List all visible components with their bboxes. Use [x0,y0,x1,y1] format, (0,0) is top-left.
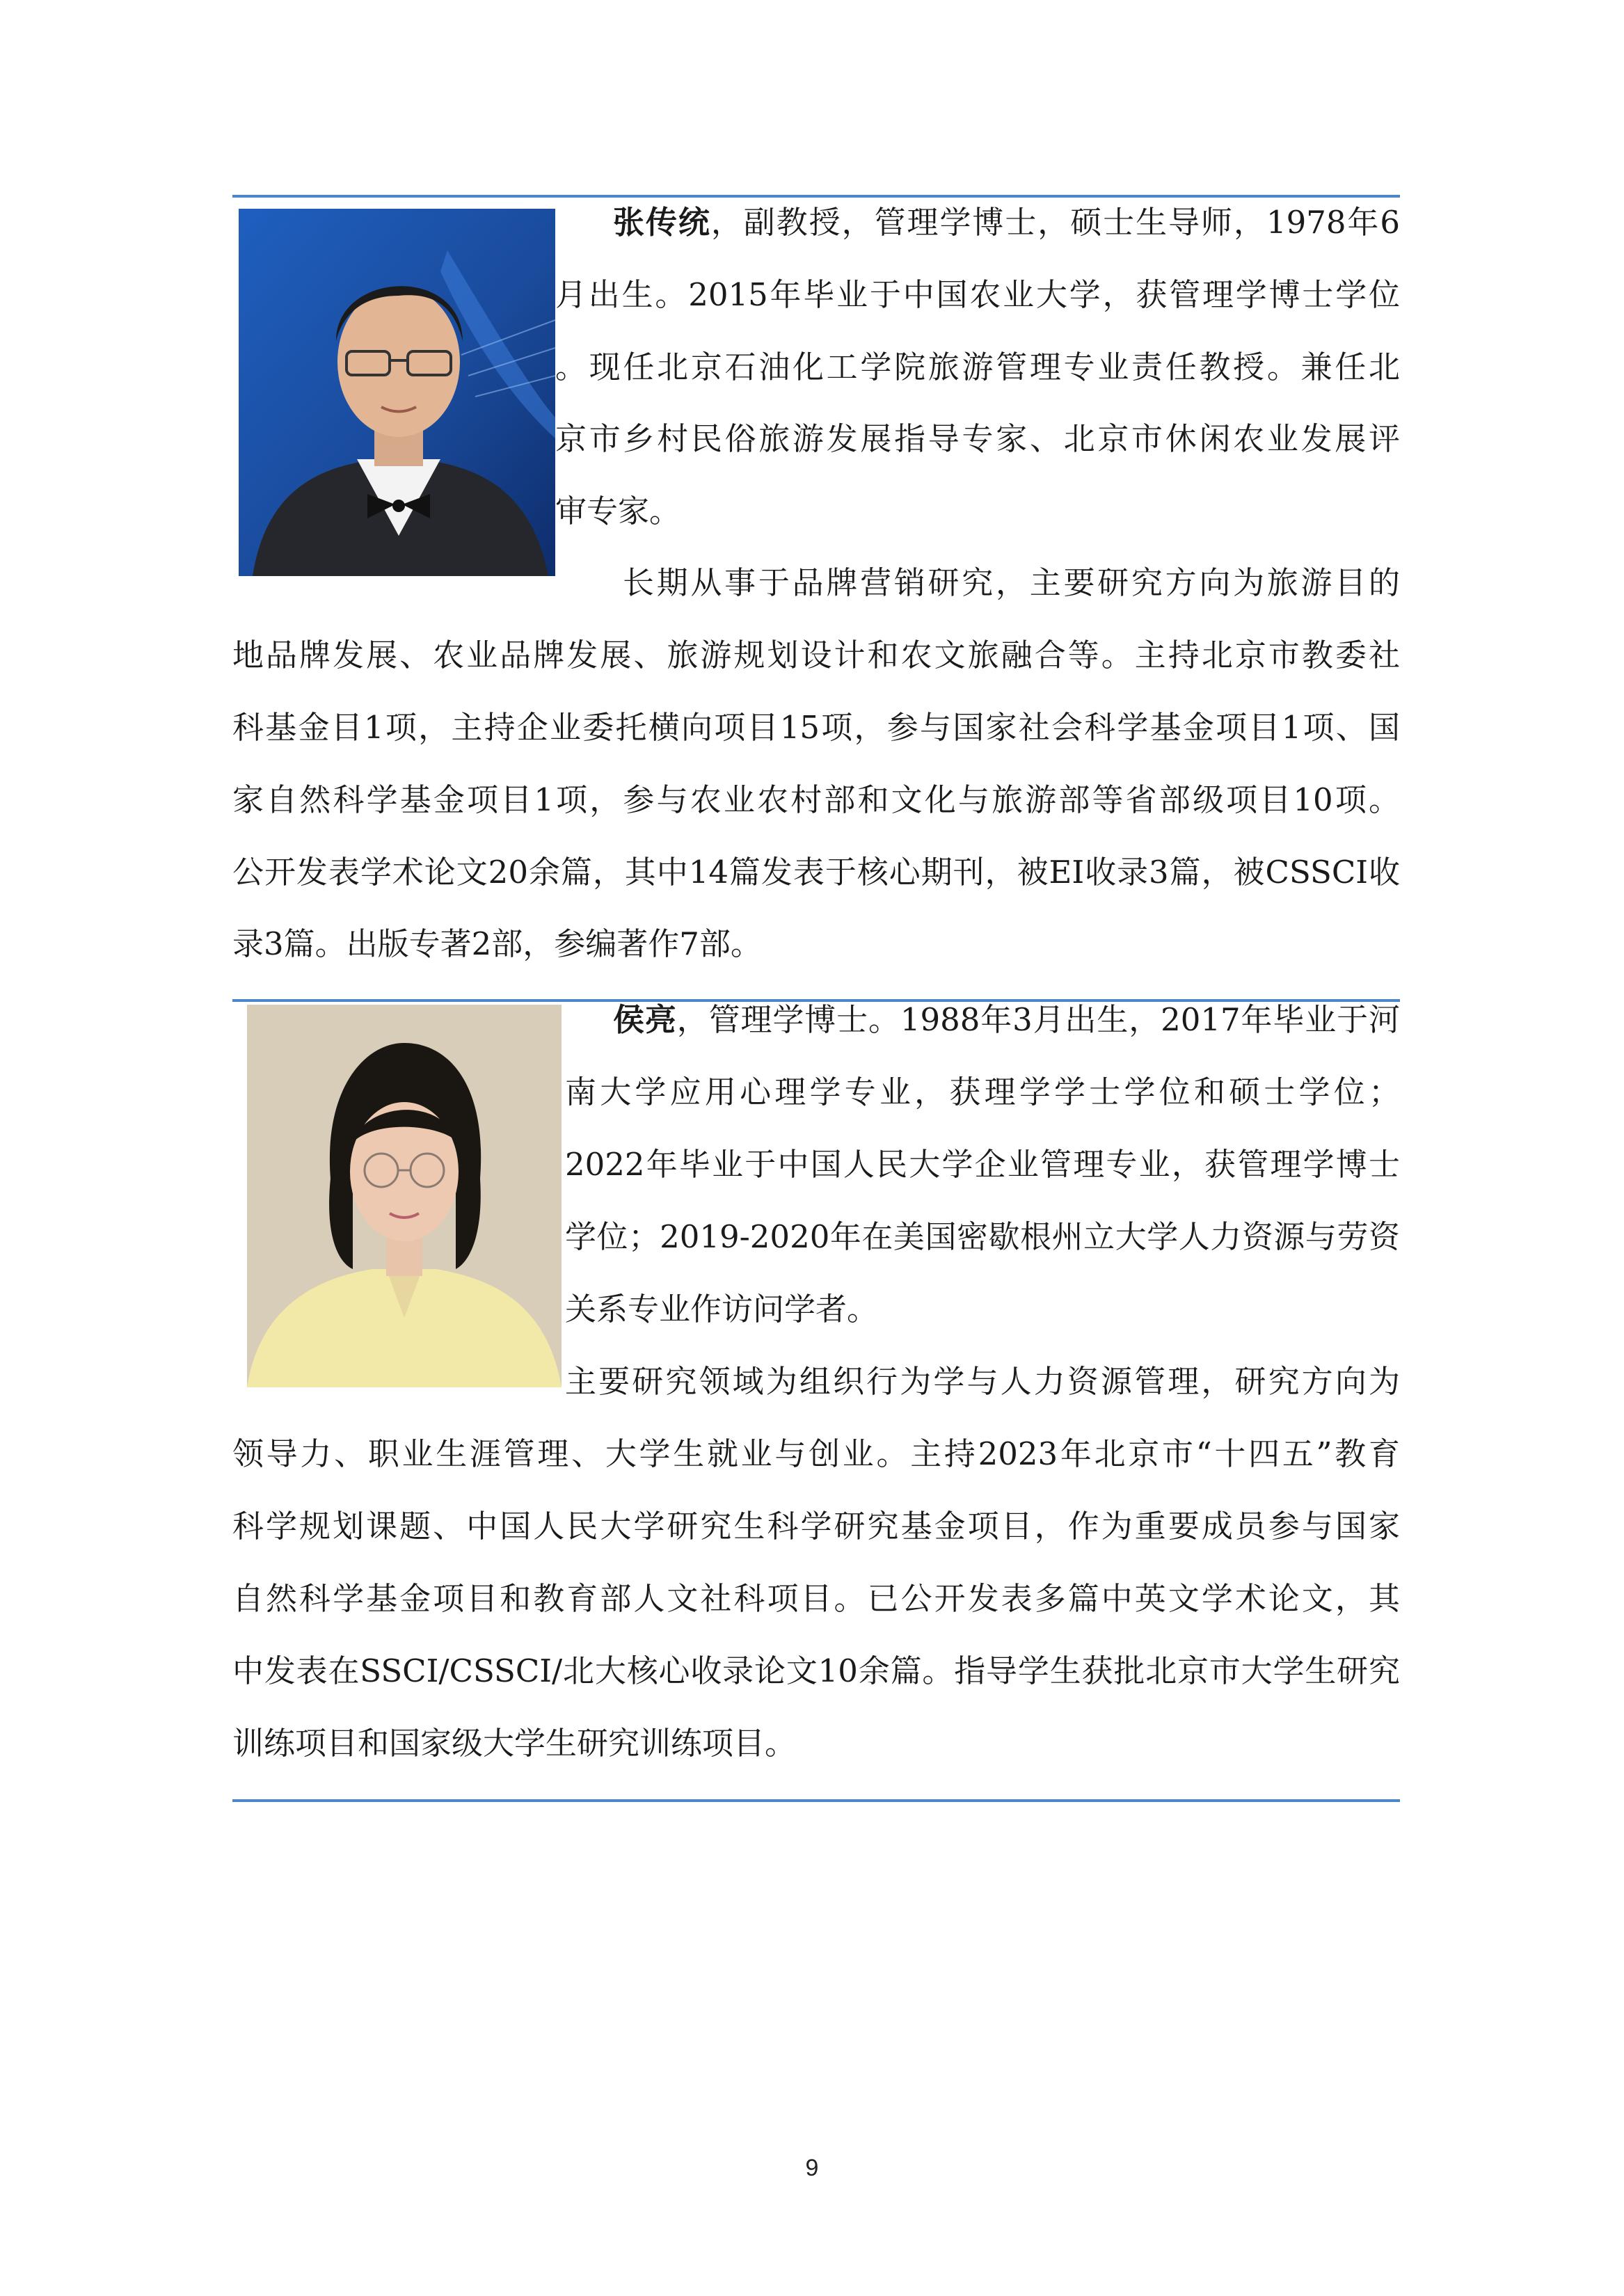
profile-hou-line-10: 中发表在SSCI/CSSCI/北大核心收录论文10余篇。指导学生获批北京市大学生研究 [232,1652,1400,1689]
profile-zhang-line-4: 京市乡村民俗旅游发展指导专家、北京市休闲农业发展评 [555,420,1400,457]
profile-zhang-line-8: 科基金目1项，主持企业委托横向项目15项，参与国家社会科学基金项目1项、国 [232,709,1400,746]
profile-hou-line-11: 训练项目和国家级大学生研究训练项目。 [232,1725,797,1762]
profile-hou-name: 侯亮 [613,1001,677,1038]
profile-hou-line-2: 南大学应用心理学专业，获理学学士学位和硕士学位； [565,1074,1400,1110]
profile-hou-line-3: 2022年毕业于中国人民大学企业管理专业，获管理学博士 [565,1146,1400,1183]
profile-hou-line-4: 学位；2019-2020年在美国密歇根州立大学人力资源与劳资 [565,1218,1400,1255]
profile-zhang-name: 张传统 [613,204,711,241]
profile-zhang-line-2: 月出生。2015年毕业于中国农业大学，获管理学博士学位 [555,276,1400,313]
profile-hou-line-1: 侯亮，管理学博士。1988年3月出生，2017年毕业于河 [613,1001,1400,1038]
profile-zhang-line-5: 审专家。 [555,493,681,529]
bottom-rule [232,1799,1400,1802]
profile-hou-line-6: 主要研究领域为组织行为学与人力资源管理，研究方向为 [565,1363,1400,1400]
profile-zhang-line-11: 录3篇。出版专著2部，参编著作7部。 [232,925,762,962]
profile-hou-line-8: 科学规划课题、中国人民大学研究生科学研究基金项目，作为重要成员参与国家 [232,1508,1400,1545]
profile-photo-hou [247,1005,562,1387]
page-number: 9 [805,2155,819,2181]
profile-zhang-line-6: 长期从事于品牌营销研究，主要研究方向为旅游目的 [623,564,1400,601]
profile-hou-line-9: 自然科学基金项目和教育部人文社科项目。已公开发表多篇中英文学术论文，其 [232,1580,1400,1617]
profile-photo-zhang [239,209,555,576]
profile-zhang-line-9: 家自然科学基金项目1项，参与农业农村部和文化与旅游部等省部级项目10项。 [232,781,1400,818]
top-rule [232,195,1400,198]
profile-hou-line-7: 领导力、职业生涯管理、大学生就业与创业。主持2023年北京市“十四五”教育 [232,1435,1400,1472]
profile-zhang-line-3: 。现任北京石油化工学院旅游管理专业责任教授。兼任北 [555,349,1400,385]
profile-zhang-line-10: 公开发表学术论文20余篇，其中14篇发表于核心期刊，被EI收录3篇，被CSSCI收 [232,854,1400,891]
profile-zhang-line-7: 地品牌发展、农业品牌发展、旅游规划设计和农文旅融合等。主持北京市教委社 [232,637,1400,673]
profile-zhang-line-1: 张传统，副教授，管理学博士，硕士生导师，1978年6 [613,204,1400,241]
profile-hou-line-5: 关系专业作访问学者。 [565,1291,879,1328]
